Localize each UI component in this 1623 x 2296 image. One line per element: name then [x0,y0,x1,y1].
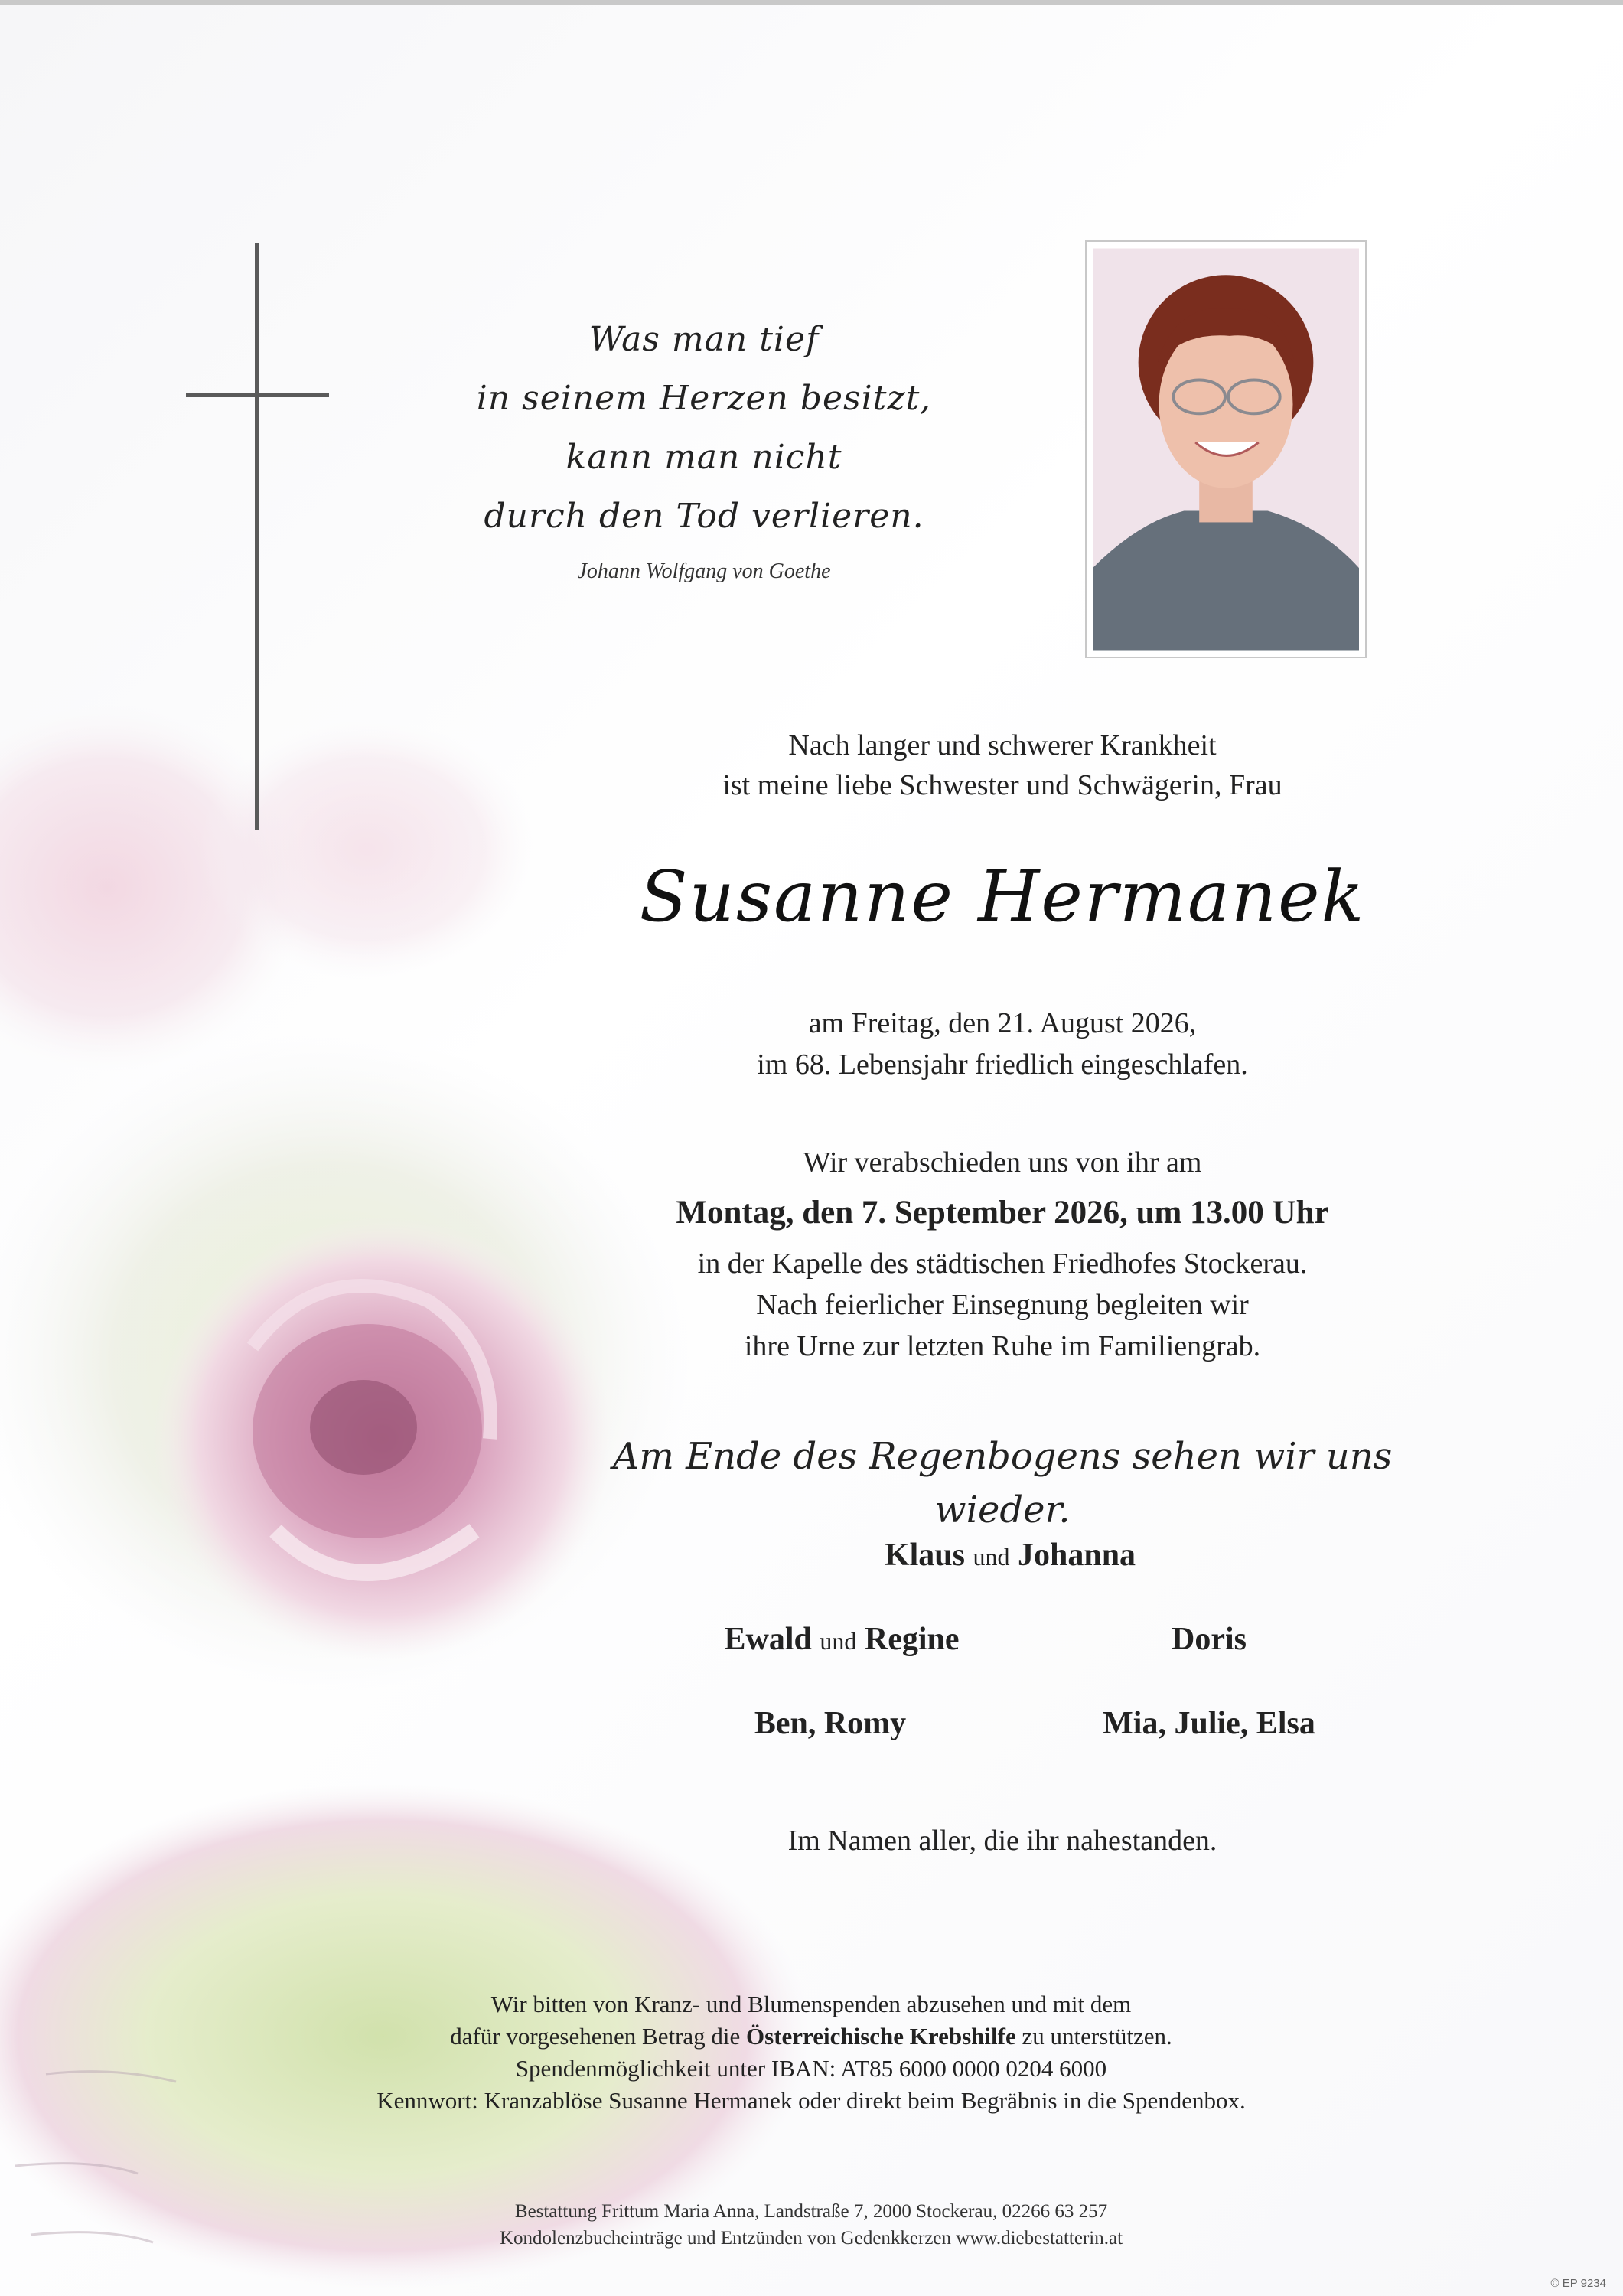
funeral-details [582,1142,1423,1367]
cross-horizontal-bar [186,393,329,397]
family-und: und [820,1627,857,1655]
farewell-line: in der Kapelle des städtischen Friedhofes Stockerau. [697,1247,1308,1280]
family-name: Ewald [724,1622,812,1657]
family-row-3-right: Mia, Julie, Elsa [1103,1706,1315,1741]
footer-line: Bestattung Frittum Maria Anna, Landstraße 7, 2000 Stockerau, 02266 63 257 [514,2201,1108,2222]
deceased-name: Susanne Hermanek [639,856,1366,938]
portrait-frame [1085,240,1367,658]
family-row-3-left: Ben, Romy [754,1706,907,1741]
farewell-line: ihre Urne zur letzten Ruhe im Familiengrab. [744,1330,1261,1362]
family-row-2-right: Doris [1172,1622,1247,1657]
memorial-quote [474,310,934,584]
donation-line [275,2020,1347,2053]
footer-line: Kondolenzbucheinträge und Entzünden von Gedenkkerzen www.diebestatterin.at [499,2228,1123,2249]
top-edge-line [0,0,1623,5]
intro-line: Nach langer und schwerer Krankheit [788,729,1217,762]
donation-text: zu unterstützen. [1015,2023,1172,2050]
donation-organization: Österreichische Krebshilfe [746,2023,1016,2050]
family-row-2-left [612,1621,1071,1658]
quote-line: kann man nicht [565,438,842,477]
quote-line: Was man tief [588,320,820,359]
quote-author: Johann Wolfgang von Goethe [577,559,831,583]
donation-line: Kennwort: Kranzablöse Susanne Hermanek oder direkt beim Begräbnis in die Spendenbox. [376,2087,1246,2114]
death-notice [582,1003,1423,1085]
intro-text [582,726,1423,805]
death-line: am Freitag, den 21. August 2026, [808,1007,1197,1039]
family-und: und [973,1543,1010,1570]
family-name: Regine [864,1622,960,1657]
donation-text: dafür vorgesehenen Betrag die [450,2023,747,2050]
cross-vertical-bar [255,243,259,830]
intro-line: ist meine liebe Schwester und Schwägerin, Frau [722,769,1282,801]
print-code: © EP 9234 [1550,2277,1606,2290]
donation-line: Wir bitten von Kranz- und Blumenspenden abzusehen und mit dem [490,1991,1132,2017]
closing-line: Im Namen aller, die ihr nahestanden. [787,1825,1217,1857]
funeral-date: Montag, den 7. September 2026, um 13.00 Uhr [676,1195,1329,1231]
motto: Am Ende des Regenbogens sehen wir uns wieder. [612,1435,1393,1531]
family-row-1 [781,1537,1240,1574]
quote-line: in seinem Herzen besitzt, [476,379,932,418]
donation-note [275,1988,1347,2117]
portrait-photo [1093,248,1359,651]
quote-line: durch den Tod verlieren. [484,497,924,536]
donation-iban: Spendenmöglichkeit unter IBAN: AT85 6000 0000 0204 6000 [515,2055,1107,2082]
farewell-line: Wir verabschieden uns von ihr am [803,1146,1202,1179]
family-name: Klaus [884,1538,965,1573]
family-name: Johanna [1017,1538,1136,1573]
death-line: im 68. Lebensjahr friedlich eingeschlafen. [757,1049,1248,1081]
farewell-line: Nach feierlicher Einsegnung begleiten wir [756,1289,1249,1321]
funeral-home-footer [275,2198,1347,2252]
